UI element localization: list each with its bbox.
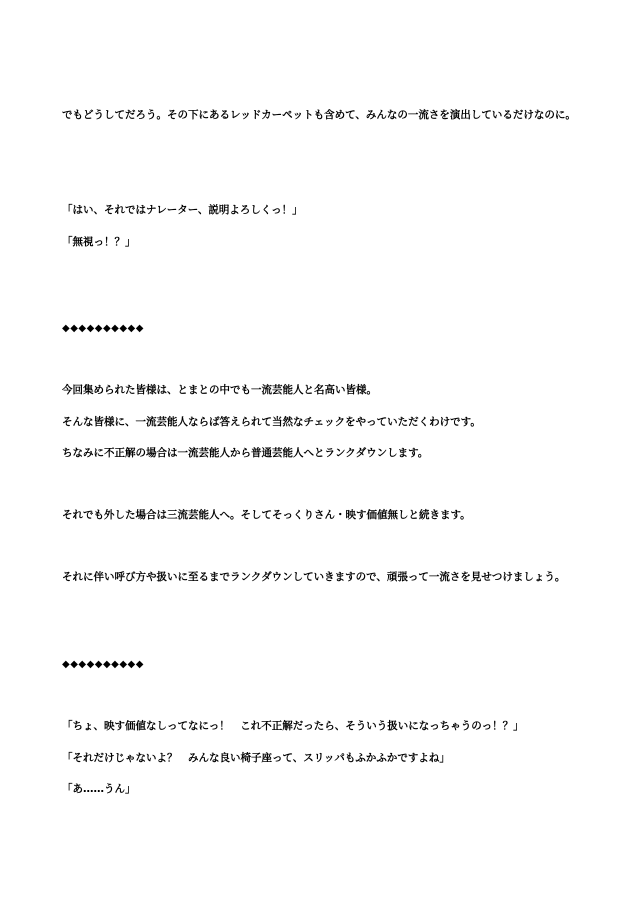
narration-line: 今回集められた皆様は、とまとの中でも一流芸能人と名高い皆様。 (62, 384, 377, 396)
narration-line: でもどうしてだろう。その下にあるレッドカーペットも含めて、みんなの一流さを演出しているだけなのに。 (62, 109, 576, 121)
narration-line: それでも外した場合は三流芸能人へ。そしてそっくりさん・映す価値無しと続きます。 (62, 509, 471, 521)
dialogue-line: 「あ……うん」 (62, 783, 136, 795)
dialogue-line: 「無視っ！？」 (62, 236, 136, 248)
dialogue-line: 「はい、それではナレーター、説明よろしくっ！」 (62, 204, 303, 216)
narration-line: それに伴い呼び方や扱いに至るまでランクダウンしていきますので、頑張って一流さを見せつけましょう。 (62, 571, 566, 583)
narration-line: そんな皆様に、一流芸能人ならば答えられて当然なチェックをやっていただくわけです。 (62, 416, 481, 428)
dialogue-line: 「それだけじゃないよ？ みんな良い椅子座って、スリッパもふかふかですよね」 (62, 752, 450, 764)
section-separator: ◆◆◆◆◆◆◆◆◆◆ (62, 659, 144, 670)
narration-line: ちなみに不正解の場合は一流芸能人から普通芸能人へとランクダウンします。 (62, 447, 429, 459)
section-separator: ◆◆◆◆◆◆◆◆◆◆ (62, 323, 144, 334)
dialogue-line: 「ちょ、映す価値なしってなにっ！ これ不正解だったら、そういう扱いになっちゃうのっ！？」 (62, 720, 524, 732)
